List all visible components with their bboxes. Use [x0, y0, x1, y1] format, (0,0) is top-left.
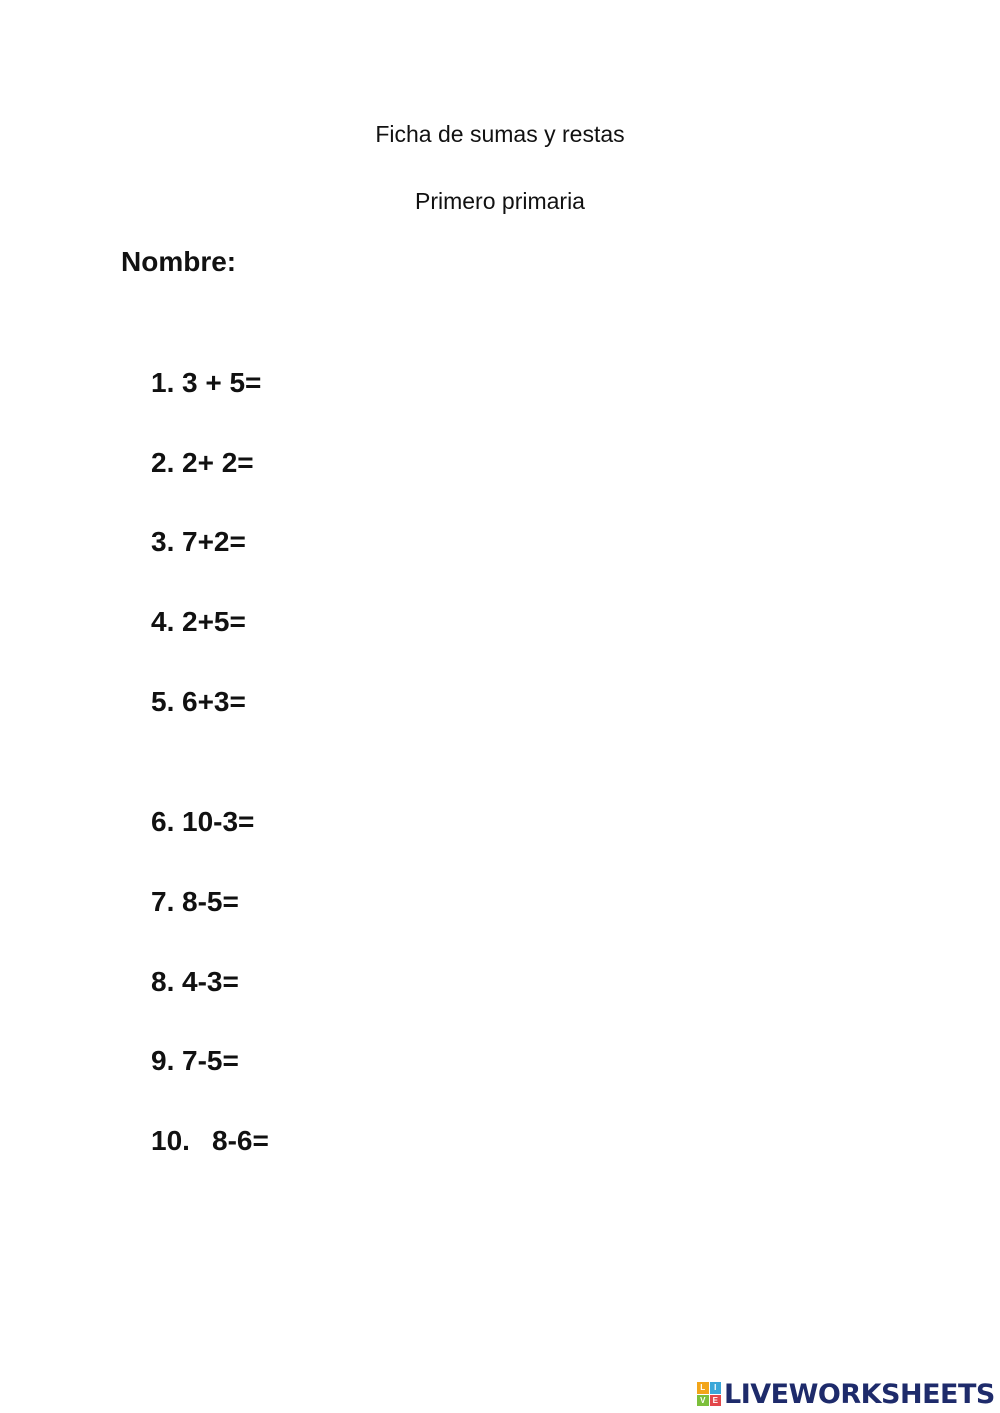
exercise-item [151, 605, 554, 639]
exercise-item [151, 446, 561, 480]
exercise-item [151, 366, 569, 400]
logo-mark-letter: V [697, 1395, 709, 1407]
answer-input-area[interactable] [269, 370, 569, 400]
liveworksheets-logo-text: LIVEWORKSHEETS [724, 1378, 995, 1410]
liveworksheets-logo[interactable] [697, 1378, 995, 1410]
exercise-expression: 2+ 2= [182, 447, 254, 478]
name-label: Nombre: [121, 246, 237, 277]
answer-input-area[interactable] [261, 450, 561, 480]
worksheet-title: Ficha de sumas y restas [375, 121, 625, 147]
exercise-number: 10. [151, 1125, 190, 1156]
logo-mark-letter: L [697, 1382, 709, 1394]
exercise-expression: 6+3= [182, 686, 246, 717]
answer-input-area[interactable] [254, 609, 554, 639]
exercise-number: 3. [151, 526, 175, 557]
exercise-number: 4. [151, 606, 175, 637]
exercise-number: 9. [151, 1045, 175, 1076]
logo-mark-letter: I [710, 1382, 722, 1394]
liveworksheets-logo-icon [697, 1382, 721, 1406]
exercise-expression: 7-5= [182, 1045, 239, 1076]
exercise-item [151, 805, 562, 839]
exercise-item [151, 1044, 547, 1078]
exercise-expression: 2+5= [182, 606, 246, 637]
exercise-expression: 3 + 5= [182, 367, 262, 398]
exercise-item [151, 685, 554, 719]
answer-input-area[interactable] [247, 1048, 547, 1078]
answer-input-area[interactable] [277, 1128, 577, 1158]
answer-input-area[interactable] [254, 689, 554, 719]
exercise-item [151, 965, 547, 999]
answer-input-area[interactable] [247, 889, 547, 919]
exercise-expression: 8-6= [212, 1125, 269, 1156]
exercise-expression: 4-3= [182, 966, 239, 997]
exercise-number: 1. [151, 367, 175, 398]
worksheet-subtitle: Primero primaria [415, 188, 585, 214]
answer-input-area[interactable] [254, 529, 554, 559]
exercise-number: 2. [151, 447, 175, 478]
exercise-item [151, 525, 554, 559]
exercise-number: 6. [151, 806, 175, 837]
answer-input-area[interactable] [247, 969, 547, 999]
answer-input-area[interactable] [262, 809, 562, 839]
exercise-item [151, 885, 547, 919]
exercise-number: 8. [151, 966, 175, 997]
exercise-item [151, 1124, 577, 1158]
exercise-expression: 8-5= [182, 886, 239, 917]
exercise-number: 7. [151, 886, 175, 917]
logo-mark-letter: E [710, 1395, 722, 1407]
exercise-expression: 10-3= [182, 806, 255, 837]
exercise-expression: 7+2= [182, 526, 246, 557]
exercise-number: 5. [151, 686, 175, 717]
